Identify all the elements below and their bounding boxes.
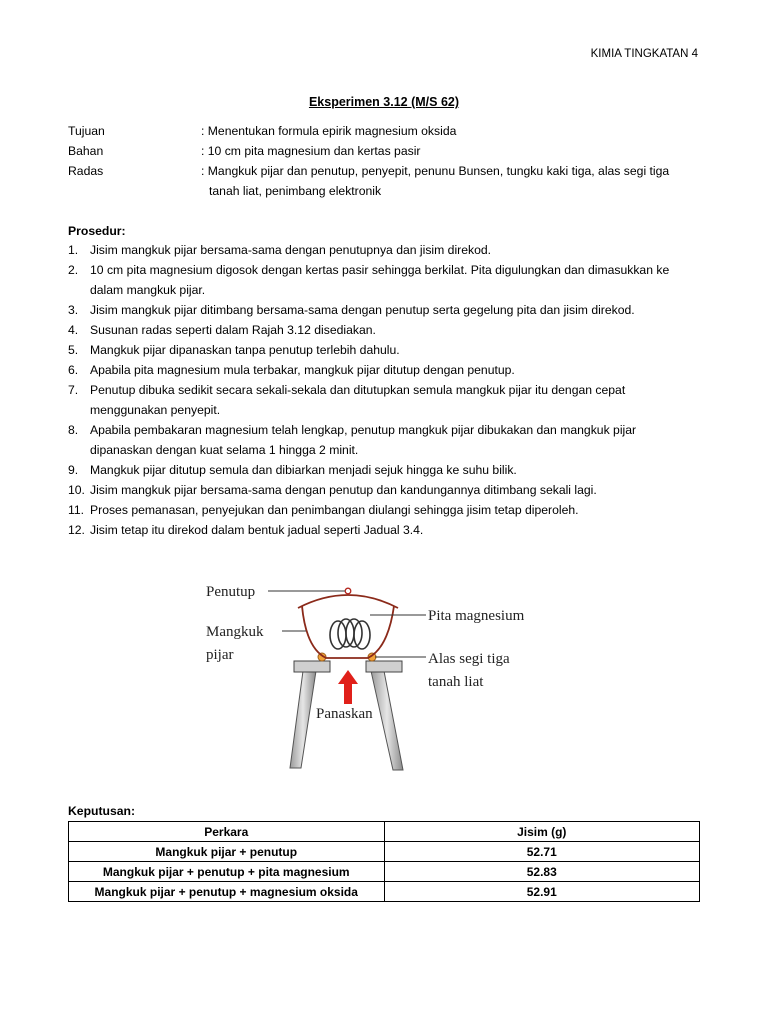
meta-key: Bahan: [68, 144, 104, 158]
table-header-row: [69, 822, 700, 842]
step-text: Penutup dibuka sedikit secara sekali-sekala dan ditutupkan semula mangkuk pijar itu dengan cepat: [90, 383, 626, 397]
experiment-title: Eksperimen 3.12 (M/S 62): [308, 95, 460, 109]
meta-key: Radas: [68, 164, 104, 178]
step-number: 6.: [68, 363, 79, 377]
step-number: 9.: [68, 463, 79, 477]
table-row: [69, 862, 700, 882]
table-cell: Mangkuk pijar + penutup + magnesium oksida: [69, 882, 385, 902]
keputusan-heading: Keputusan:: [68, 804, 136, 818]
step-number: 3.: [68, 303, 79, 317]
step-text: dipanaskan dengan kuat selama 1 hingga 2 minit.: [90, 443, 359, 457]
magnesium-coil: [330, 619, 370, 649]
step-number: 4.: [68, 323, 79, 337]
table-header-cell: Jisim (g): [384, 822, 700, 842]
apparatus-diagram: [198, 578, 568, 778]
label-pita-magnesium: Pita magnesium: [428, 608, 525, 624]
step-text: Apabila pita magnesium mula terbakar, mangkuk pijar ditutup dengan penutup.: [90, 363, 515, 377]
step-text: Jisim mangkuk pijar bersama-sama dengan penutup dan kandungannya ditimbang sekali lagi.: [90, 483, 597, 497]
lid-knob: [345, 588, 351, 594]
label-panaskan: Panaskan: [316, 706, 373, 722]
step-number: 10.: [68, 483, 85, 497]
step-number: 2.: [68, 263, 79, 277]
table-cell: 52.91: [384, 882, 700, 902]
meta-radas-continuation: tanah liat, penimbang elektronik: [209, 184, 382, 198]
table-header-cell: Perkara: [69, 822, 385, 842]
table-row: [69, 842, 700, 862]
meta-key: Tujuan: [68, 124, 105, 138]
table-cell: Mangkuk pijar + penutup + pita magnesium: [69, 862, 385, 882]
label-mangkuk: Mangkuk: [206, 624, 264, 640]
step-number: 11.: [68, 503, 85, 517]
table-cell: 52.71: [384, 842, 700, 862]
tripod-plate-right: [366, 661, 402, 672]
label-penutup: Penutup: [206, 584, 256, 600]
label-alas-segi-tiga: Alas segi tiga: [428, 651, 510, 667]
step-number: 1.: [68, 243, 79, 257]
step-number: 8.: [68, 423, 79, 437]
step-text: Jisim mangkuk pijar bersama-sama dengan penutupnya dan jisim direkod.: [90, 243, 492, 257]
step-number: 7.: [68, 383, 79, 397]
step-text: Apabila pembakaran magnesium telah lengkap, penutup mangkuk pijar dibukakan dan mangkuk pijar: [90, 423, 637, 437]
step-text: dalam mangkuk pijar.: [90, 283, 206, 297]
heat-arrow-icon: [338, 670, 358, 704]
meta-value: : 10 cm pita magnesium dan kertas pasir: [201, 144, 421, 158]
step-text: Mangkuk pijar ditutup semula dan dibiarkan menjadi sejuk hingga ke suhu bilik.: [90, 463, 517, 477]
step-text: Jisim mangkuk pijar ditimbang bersama-sama dengan penutup serta gegelung pita dan jisim direkod.: [90, 303, 635, 317]
crucible: [302, 606, 394, 658]
meta-value: : Menentukan formula epirik magnesium oksida: [201, 124, 457, 138]
page-header: KIMIA TINGKATAN 4: [590, 48, 698, 60]
step-text: 10 cm pita magnesium digosok dengan kertas pasir sehingga berkilat. Pita digulungkan dan dimasukkan ke: [90, 263, 670, 277]
table-cell: 52.83: [384, 862, 700, 882]
step-text: Mangkuk pijar dipanaskan tanpa penutup terlebih dahulu.: [90, 343, 400, 357]
results-table: [68, 821, 700, 902]
step-number: 5.: [68, 343, 79, 357]
table-row: [69, 882, 700, 902]
step-text: Proses pemanasan, penyejukan dan penimbangan diulangi sehingga jisim tetap diperoleh.: [90, 503, 579, 517]
table-cell: Mangkuk pijar + penutup: [69, 842, 385, 862]
step-text: Susunan radas seperti dalam Rajah 3.12 disediakan.: [90, 323, 376, 337]
label-pijar: pijar: [206, 647, 234, 663]
step-number: 12.: [68, 523, 85, 537]
prosedur-heading: Prosedur:: [68, 224, 126, 238]
label-tanah-liat: tanah liat: [428, 674, 484, 690]
step-text: Jisim tetap itu direkod dalam bentuk jadual seperti Jadual 3.4.: [90, 523, 424, 537]
meta-value: : Mangkuk pijar dan penutup, penyepit, penunu Bunsen, tungku kaki tiga, alas segi tiga: [201, 164, 670, 178]
tripod-plate-left: [294, 661, 330, 672]
step-text: menggunakan penyepit.: [90, 403, 221, 417]
crucible-lid: [298, 595, 398, 608]
